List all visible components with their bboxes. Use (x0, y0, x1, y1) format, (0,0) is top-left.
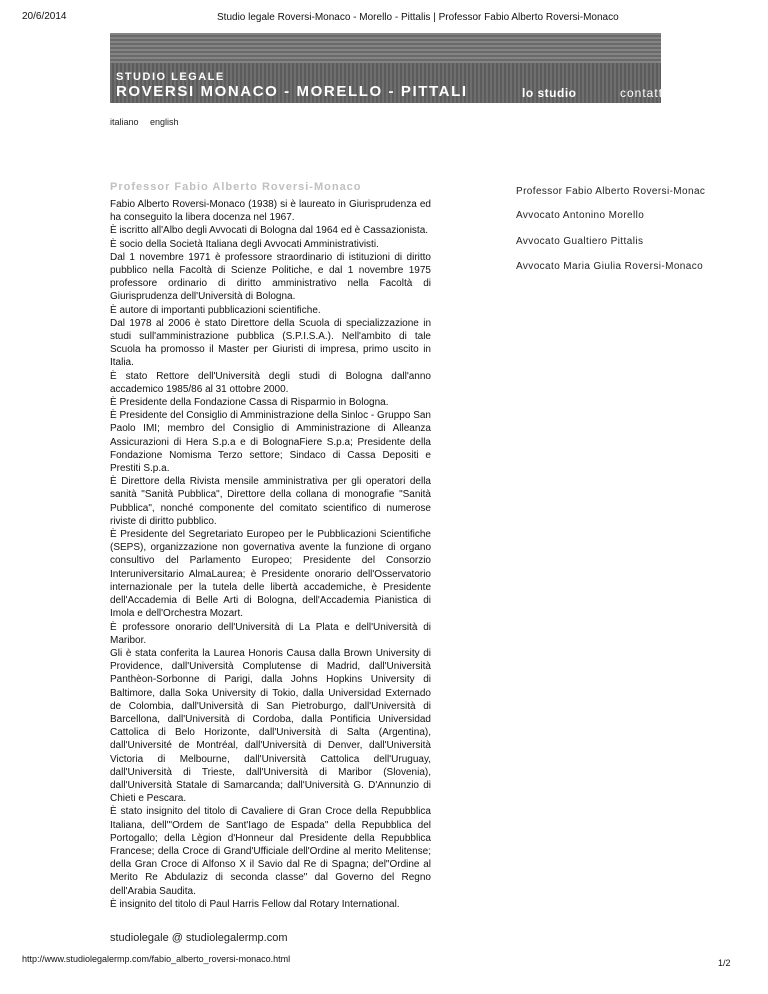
bio-paragraph: È stato insignito del titolo di Cavaliere di Gran Croce della Repubblica Italiana, dell'"Ordem de Sant'Iago de Espada" della Repubblica del Portogallo; della Lègion d'Honneur dal Presidente della Repubblica Francese; della Croce di Grand'Ufficiale dell'Ordine al merito Melitense; della Gran Croce di Alfonso X il Savio dal Re di Spagna; del"Ordine al Merito Re Abdulaziz di seconda classe" dal Governo del Regno dell'Arabia Saudita. (110, 806, 431, 897)
bio-paragraph: È Presidente del Segretariato Europeo per le Pubblicazioni Scientifiche (SEPS), organizzazione non governativa avente la funzione di organo consultivo del Parlamento Europeo; Presidente del Consorzio Interuniversitario AlmaLaurea; è Presidente onorario dell'Osservatorio internazionale per la tutela delle libertà accademiche, è Presidente dell'Accademia di Belle Arti di Bologna, dell'Accademia Pianistica di Imola e dell'Orchestra Mozart. (110, 529, 431, 620)
language-link-italiano[interactable]: italiano (110, 117, 139, 127)
bio-paragraph: Dal 1 novembre 1971 è professore straordinario di istituzioni di diritto pubblico nella Facoltà di Scienze Politiche, e dal 1 novembre 1975 professore ordinario di diritto amministrativo nella Facoltà di Giurisprudenza dell'Università di Bologna. (110, 251, 431, 303)
print-page-title: Studio legale Roversi-Monaco - Morello - Pittalis | Professor Fabio Alberto Roversi-Monaco (217, 12, 619, 23)
person-link-antonino-morello[interactable]: Avvocato Antonino Morello (516, 210, 645, 221)
biography-text (110, 198, 431, 911)
bio-paragraph: Gli è stata conferita la Laurea Honoris Causa dalla Brown University di Providence, dall'Università Complutense di Madrid, dall'Università Panthèon-Sorbonne di Parigi, dalla Johns Hopkins University di Baltimore, dalla Soka University di Tokio, dalla Universidad Externado de Colombia, dall'Università di San Pietroburgo, dall'Università di Barcellona, dall'Università di Cordoba, dalla Pontificia Universidad Cattolica di Belo Horizonte, dall'Università di Salta (Argentina), dall'Université de Montréal, dall'Università di Denver, dall'Università Victoria di Melbourne, dall'Università Cattolica dell'Uruguay, dall'Università di Trieste, dall'Università di Maribor (Slovenia), dall'Università Statale di Samarcanda; dall'Università G. D'Annunzio di Chieti e Pescara. (110, 647, 431, 805)
bio-paragraph: È professore onorario dell'Università di La Plata e dell'Università di Maribor. (110, 621, 431, 646)
studio-legale-label: STUDIO LEGALE (116, 71, 225, 83)
person-link-gualtiero-pittalis[interactable]: Avvocato Gualtiero Pittalis (516, 236, 644, 247)
contact-email-link[interactable]: studiolegale @ studiolegalermp.com (110, 932, 288, 944)
header-texture (110, 33, 661, 63)
person-link-maria-giulia-roversi-monaco[interactable]: Avvocato Maria Giulia Roversi-Monaco (516, 261, 704, 272)
site-header (110, 33, 667, 103)
bio-paragraph: È socio della Società Italiana degli Avvocati Amministrativisti. (110, 238, 379, 250)
bio-paragraph: È iscritto all'Albo degli Avvocati di Bologna dal 1964 ed è Cassazionista. (110, 225, 429, 237)
firm-name: ROVERSI MONACO - MORELLO - PITTALI (116, 83, 468, 100)
page-heading: Professor Fabio Alberto Roversi-Monaco (110, 181, 362, 193)
nav-contatti[interactable]: contatti (620, 86, 667, 100)
print-date: 20/6/2014 (22, 11, 67, 22)
bio-paragraph: È Presidente della Fondazione Cassa di Risparmio in Bologna. (110, 397, 389, 409)
bio-paragraph: È insignito del titolo di Paul Harris Fellow dal Rotary International. (110, 898, 400, 910)
bio-paragraph: È stato Rettore dell'Università degli studi di Bologna dall'anno accademico 1985/86 al 31 ottobre 2000. (110, 370, 431, 395)
bio-paragraph: Dal 1978 al 2006 è stato Direttore della Scuola di specializzazione in studi sull'amministrazione pubblica (S.P.I.S.A.). Nell'ambito di tale Scuola ha promosso il Master per Giuristi di impresa, primo uscito in Italia. (110, 317, 431, 369)
bio-paragraph: È Presidente del Consiglio di Amministrazione della Sinloc - Gruppo San Paolo IMI; membro del Consiglio di Amministrazione di Alleanza Assicurazioni di Hera S.p.a e di BolognaFiere S.p.a; Presidente della Fondazione Nomisma Terzo settore; Sindaco di Cassa Depositi e Prestiti S.p.a. (110, 410, 431, 475)
bio-paragraph: È Direttore della Rivista mensile amministrativa per gli operatori della sanità "Sanità Pubblica", Direttore della collana di monografie "Sanità Pubblica", nonché componente del comitato scientifico di numerose riviste di diritto pubblico. (110, 476, 431, 527)
bio-paragraph: È autore di importanti pubblicazioni scientifiche. (110, 304, 321, 316)
print-url: http://www.studiolegalermp.com/fabio_alberto_roversi-monaco.html (22, 954, 291, 964)
bio-paragraph: Fabio Alberto Roversi-Monaco (1938) si è laureato in Giurisprudenza ed ha conseguito la libera docenza nel 1967. (110, 199, 431, 224)
person-link-fabio-alberto-roversi-monaco[interactable]: Professor Fabio Alberto Roversi-Monac (516, 186, 706, 197)
nav-lo-studio[interactable]: lo studio (522, 86, 577, 100)
print-page-number: 1/2 (718, 958, 731, 968)
language-link-english[interactable]: english (150, 117, 179, 127)
